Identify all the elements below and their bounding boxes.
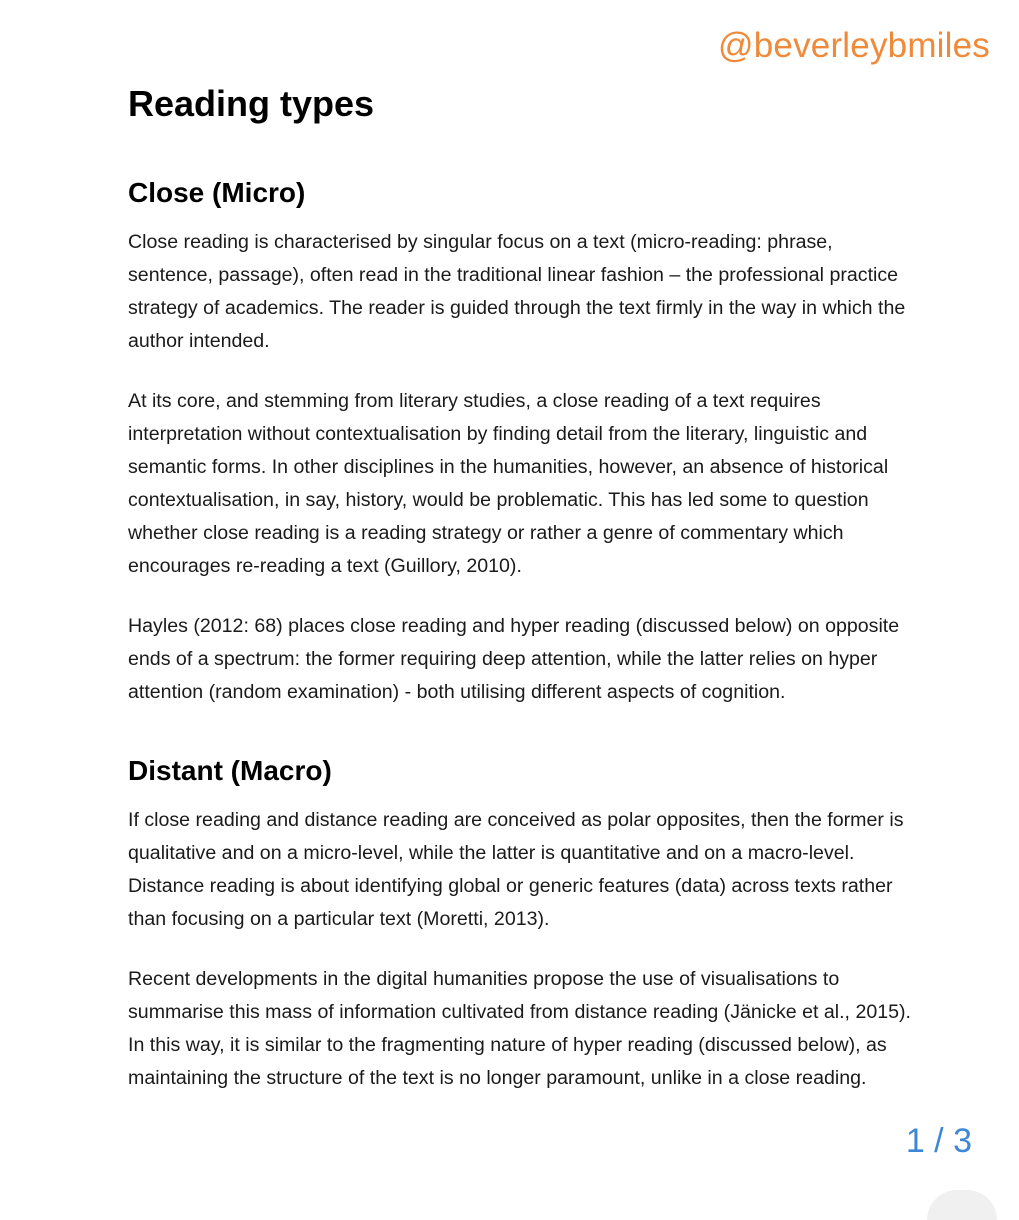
paragraph: If close reading and distance reading are conceived as polar opposites, then the former is qualitative and on a micro-level, while the latter is quantitative and on a macro-level. Distance reading is about identifying global or generic features (data) across texts rather than focusing on a particular text (Moretti, 2013). (128, 809, 904, 930)
section-heading: Distant (Macro) (128, 755, 332, 786)
author-handle: @beverleybmiles (718, 26, 990, 65)
section-heading: Close (Micro) (128, 177, 306, 208)
page-indicator: 1 / 3 (905, 1122, 972, 1160)
page-title: Reading types (128, 83, 375, 124)
section-close-micro (128, 175, 918, 709)
paragraph: At its core, and stemming from literary studies, a close reading of a text requires interpretation without contextualisation by finding detail from the literary, linguistic and semantic forms. In other disciplines in the humanities, however, an absence of historical contextualisation, in say, history, would be problematic. This has led some to question whether close reading is a reading strategy or rather a genre of commentary which encourages re-reading a text (Guillory, 2010). (128, 390, 889, 577)
section-distant-macro (128, 753, 918, 1095)
paragraph: Recent developments in the digital humanities propose the use of visualisations to summarise this mass of information cultivated from distance reading (Jänicke et al., 2015). In this way, it is similar to the fragmenting nature of hyper reading (discussed below), as maintaining the structure of the text is no longer paramount, unlike in a close reading. (128, 968, 912, 1089)
document-body (128, 80, 918, 1095)
corner-badge (927, 1190, 997, 1220)
paragraph: Close reading is characterised by singular focus on a text (micro-reading: phrase, sentence, passage), often read in the traditional linear fashion – the professional practice strategy of academics. The reader is guided through the text firmly in the way in which the author intended. (128, 231, 906, 352)
paragraph: Hayles (2012: 68) places close reading and hyper reading (discussed below) on opposite ends of a spectrum: the former requiring deep attention, while the latter relies on hyper attention (random examination) - both utilising different aspects of cognition. (128, 615, 900, 703)
